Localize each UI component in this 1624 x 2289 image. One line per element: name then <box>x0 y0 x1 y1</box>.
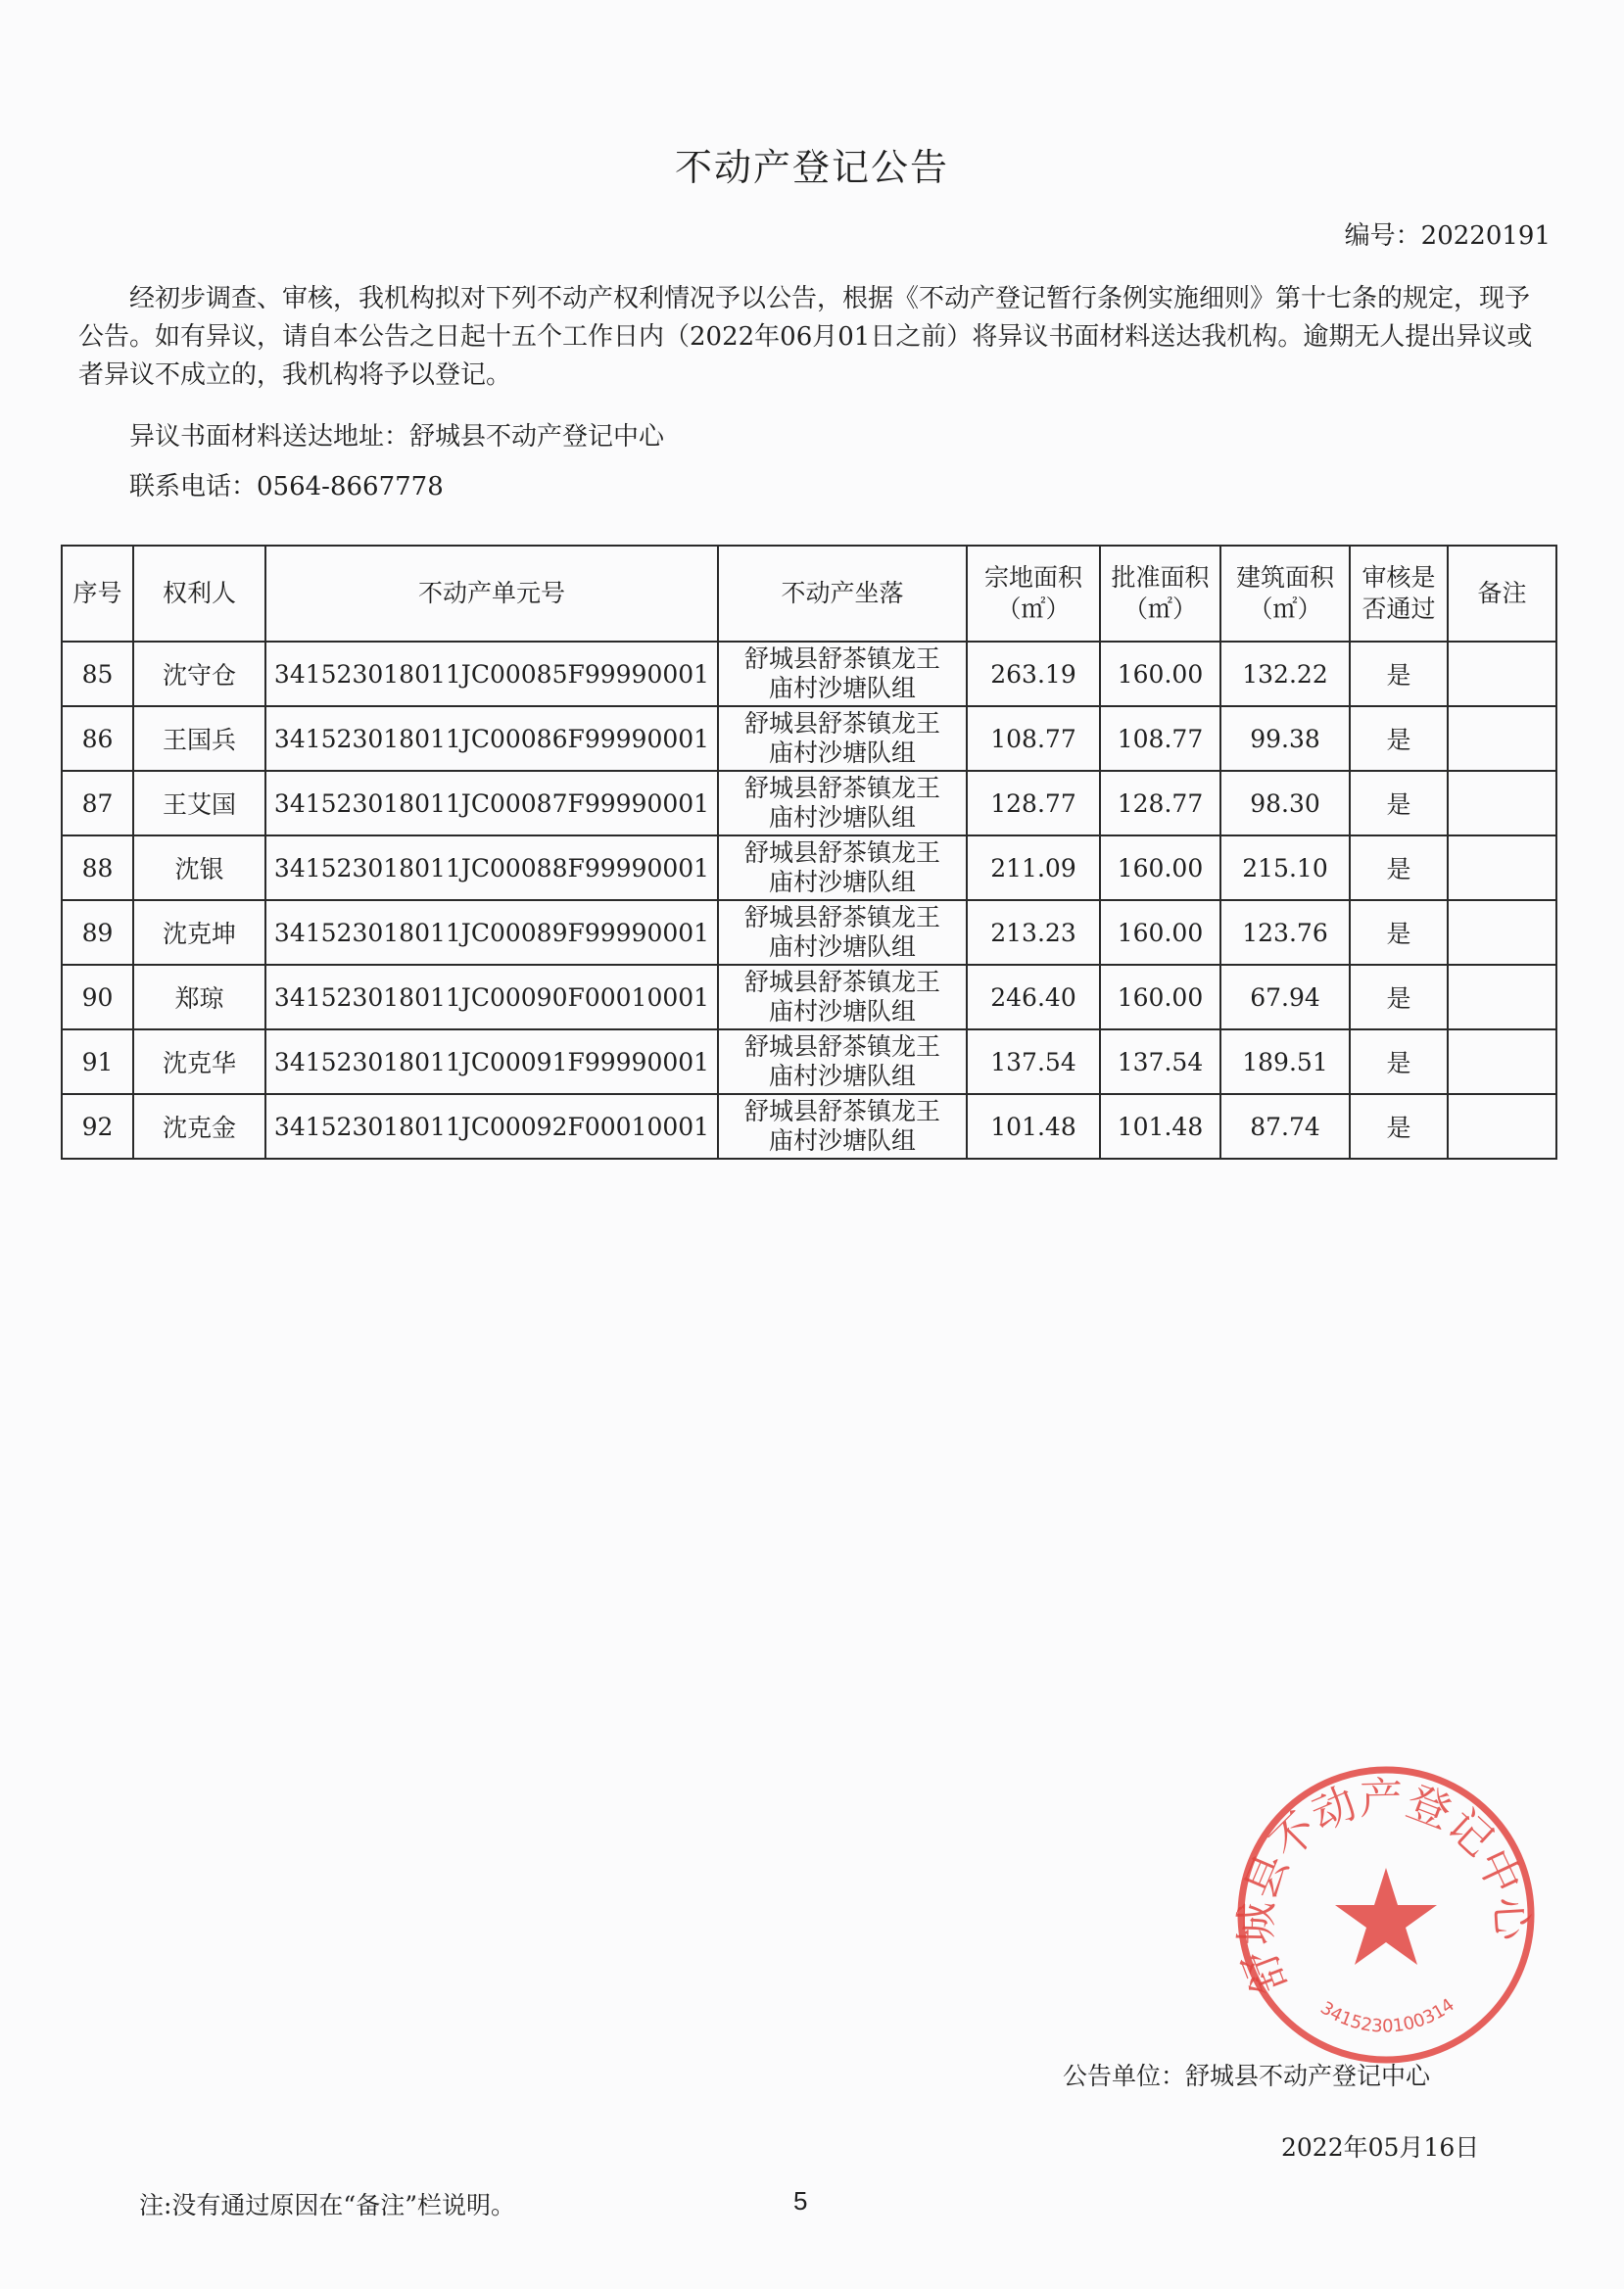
cell-remark <box>1448 1094 1556 1159</box>
cell-approved-area: 160.00 <box>1100 835 1220 900</box>
cell-building-area: 98.30 <box>1220 771 1350 835</box>
cell-remark <box>1448 642 1556 706</box>
cell-location <box>718 1094 967 1159</box>
cell-building-area: 123.76 <box>1220 900 1350 965</box>
cell-no: 85 <box>62 642 133 706</box>
cell-building-area: 99.38 <box>1220 706 1350 771</box>
cell-approved-area: 128.77 <box>1100 771 1220 835</box>
cell-unit-no: 341523018011JC00087F99990001 <box>265 771 718 835</box>
official-seal <box>1229 1758 1543 2072</box>
cell-location <box>718 965 967 1029</box>
svg-text:舒城县不动产登记中心: 舒城县不动产登记中心 <box>1231 1774 1537 2001</box>
cell-approved: 是 <box>1350 1094 1448 1159</box>
cell-no: 86 <box>62 706 133 771</box>
location-line2: 庙村沙塘队组 <box>768 932 916 961</box>
location-line2: 庙村沙塘队组 <box>768 1126 916 1155</box>
location-line1: 舒城县舒茶镇龙王 <box>743 774 940 802</box>
header-approved-area <box>1100 546 1220 642</box>
cell-owner: 沈守仓 <box>133 642 265 706</box>
cell-remark <box>1448 771 1556 835</box>
header-land-area <box>967 546 1100 642</box>
star-icon <box>1335 1868 1437 1965</box>
cell-location <box>718 642 967 706</box>
location-line2: 庙村沙塘队组 <box>768 1062 916 1090</box>
header-approved-area-line1: 批准面积 <box>1111 563 1210 592</box>
cell-land-area: 263.19 <box>967 642 1100 706</box>
location-line2: 庙村沙塘队组 <box>768 803 916 832</box>
page-title: 不动产登记公告 <box>674 146 949 189</box>
cell-land-area: 137.54 <box>967 1029 1100 1094</box>
svg-text:3415230100314: 3415230100314 <box>1316 1994 1458 2037</box>
cell-remark <box>1448 900 1556 965</box>
cell-owner: 沈克坤 <box>133 900 265 965</box>
cell-unit-no: 341523018011JC00085F99990001 <box>265 642 718 706</box>
cell-land-area: 213.23 <box>967 900 1100 965</box>
issuing-unit: 公告单位：舒城县不动产登记中心 <box>1063 2062 1431 2090</box>
intro-paragraph: 经初步调查、审核，我机构拟对下列不动产权利情况予以公告，根据《不动产登记暂行条例实施细则》第十七条的规定，现予公告。如有异议，请自本公告之日起十五个工作日内（2022年06月01日之前）将异议书面材料送达我机构。逾期无人提出异议或者异议不成立的，我机构将予以登记。 <box>78 284 1533 390</box>
cell-approved-area: 101.48 <box>1100 1094 1220 1159</box>
cell-no: 88 <box>62 835 133 900</box>
cell-building-area: 132.22 <box>1220 642 1350 706</box>
cell-land-area: 108.77 <box>967 706 1100 771</box>
cell-unit-no: 341523018011JC00091F99990001 <box>265 1029 718 1094</box>
header-building-area-unit: （㎡） <box>1248 595 1322 623</box>
cell-building-area: 67.94 <box>1220 965 1350 1029</box>
cell-approved: 是 <box>1350 1029 1448 1094</box>
cell-location <box>718 706 967 771</box>
location-line1: 舒城县舒茶镇龙王 <box>743 838 940 867</box>
cell-approved: 是 <box>1350 642 1448 706</box>
cell-no: 92 <box>62 1094 133 1159</box>
header-approved-line2: 否通过 <box>1361 595 1436 623</box>
cell-remark <box>1448 706 1556 771</box>
cell-land-area: 211.09 <box>967 835 1100 900</box>
page-number: 5 <box>793 2186 808 2216</box>
location-line1: 舒城县舒茶镇龙王 <box>743 1032 940 1061</box>
cell-approved-area: 160.00 <box>1100 965 1220 1029</box>
location-line1: 舒城县舒茶镇龙王 <box>743 1097 940 1125</box>
table-row <box>62 900 1556 965</box>
location-line1: 舒城县舒茶镇龙王 <box>743 644 940 673</box>
cell-unit-no: 341523018011JC00086F99990001 <box>265 706 718 771</box>
cell-no: 87 <box>62 771 133 835</box>
table-row <box>62 771 1556 835</box>
cell-no: 89 <box>62 900 133 965</box>
table-row <box>62 706 1556 771</box>
cell-owner: 郑琼 <box>133 965 265 1029</box>
cell-land-area: 246.40 <box>967 965 1100 1029</box>
cell-no: 91 <box>62 1029 133 1094</box>
location-line2: 庙村沙塘队组 <box>768 674 916 702</box>
cell-owner: 沈银 <box>133 835 265 900</box>
cell-remark <box>1448 1029 1556 1094</box>
cell-owner: 沈克华 <box>133 1029 265 1094</box>
cell-location <box>718 1029 967 1094</box>
cell-approved: 是 <box>1350 900 1448 965</box>
cell-approved: 是 <box>1350 706 1448 771</box>
cell-no: 90 <box>62 965 133 1029</box>
contact-phone: 联系电话：0564-8667778 <box>129 472 444 501</box>
cell-land-area: 101.48 <box>967 1094 1100 1159</box>
cell-owner: 沈克金 <box>133 1094 265 1159</box>
cell-remark <box>1448 835 1556 900</box>
issue-date: 2022年05月16日 <box>1281 2133 1480 2162</box>
table-row <box>62 835 1556 900</box>
cell-location <box>718 771 967 835</box>
cell-approved-area: 108.77 <box>1100 706 1220 771</box>
cell-remark <box>1448 965 1556 1029</box>
table-header-row <box>62 546 1556 642</box>
cell-approved: 是 <box>1350 965 1448 1029</box>
header-remark: 备注 <box>1448 546 1556 642</box>
cell-approved: 是 <box>1350 835 1448 900</box>
cell-approved-area: 160.00 <box>1100 642 1220 706</box>
cell-unit-no: 341523018011JC00090F00010001 <box>265 965 718 1029</box>
footnote: 注:没有通过原因在“备注”栏说明。 <box>139 2191 515 2219</box>
table-row <box>62 1094 1556 1159</box>
header-no: 序号 <box>62 546 133 642</box>
cell-building-area: 189.51 <box>1220 1029 1350 1094</box>
table-row <box>62 965 1556 1029</box>
location-line1: 舒城县舒茶镇龙王 <box>743 903 940 931</box>
header-building-area-line1: 建筑面积 <box>1235 563 1334 592</box>
table-row <box>62 1029 1556 1094</box>
objection-address: 异议书面材料送达地址：舒城县不动产登记中心 <box>129 422 665 452</box>
header-approved-line1: 审核是 <box>1361 563 1436 592</box>
cell-approved-area: 160.00 <box>1100 900 1220 965</box>
cell-approved: 是 <box>1350 771 1448 835</box>
cell-building-area: 215.10 <box>1220 835 1350 900</box>
header-approved <box>1350 546 1448 642</box>
cell-owner: 王艾国 <box>133 771 265 835</box>
cell-building-area: 87.74 <box>1220 1094 1350 1159</box>
cell-location <box>718 900 967 965</box>
cell-owner: 王国兵 <box>133 706 265 771</box>
header-location: 不动产坐落 <box>718 546 967 642</box>
header-unit-no: 不动产单元号 <box>265 546 718 642</box>
location-line1: 舒城县舒茶镇龙王 <box>743 709 940 738</box>
document-number: 编号：20220191 <box>1344 221 1551 251</box>
header-building-area <box>1220 546 1350 642</box>
cell-unit-no: 341523018011JC00092F00010001 <box>265 1094 718 1159</box>
location-line2: 庙村沙塘队组 <box>768 997 916 1025</box>
cell-approved-area: 137.54 <box>1100 1029 1220 1094</box>
header-land-area-unit: （㎡） <box>996 595 1071 623</box>
cell-unit-no: 341523018011JC00089F99990001 <box>265 900 718 965</box>
header-land-area-line1: 宗地面积 <box>983 563 1082 592</box>
table-row <box>62 642 1556 706</box>
registration-table <box>61 545 1557 1160</box>
header-owner: 权利人 <box>133 546 265 642</box>
location-line1: 舒城县舒茶镇龙王 <box>743 968 940 996</box>
cell-location <box>718 835 967 900</box>
cell-land-area: 128.77 <box>967 771 1100 835</box>
location-line2: 庙村沙塘队组 <box>768 739 916 767</box>
cell-unit-no: 341523018011JC00088F99990001 <box>265 835 718 900</box>
location-line2: 庙村沙塘队组 <box>768 868 916 896</box>
header-approved-area-unit: （㎡） <box>1122 595 1197 623</box>
